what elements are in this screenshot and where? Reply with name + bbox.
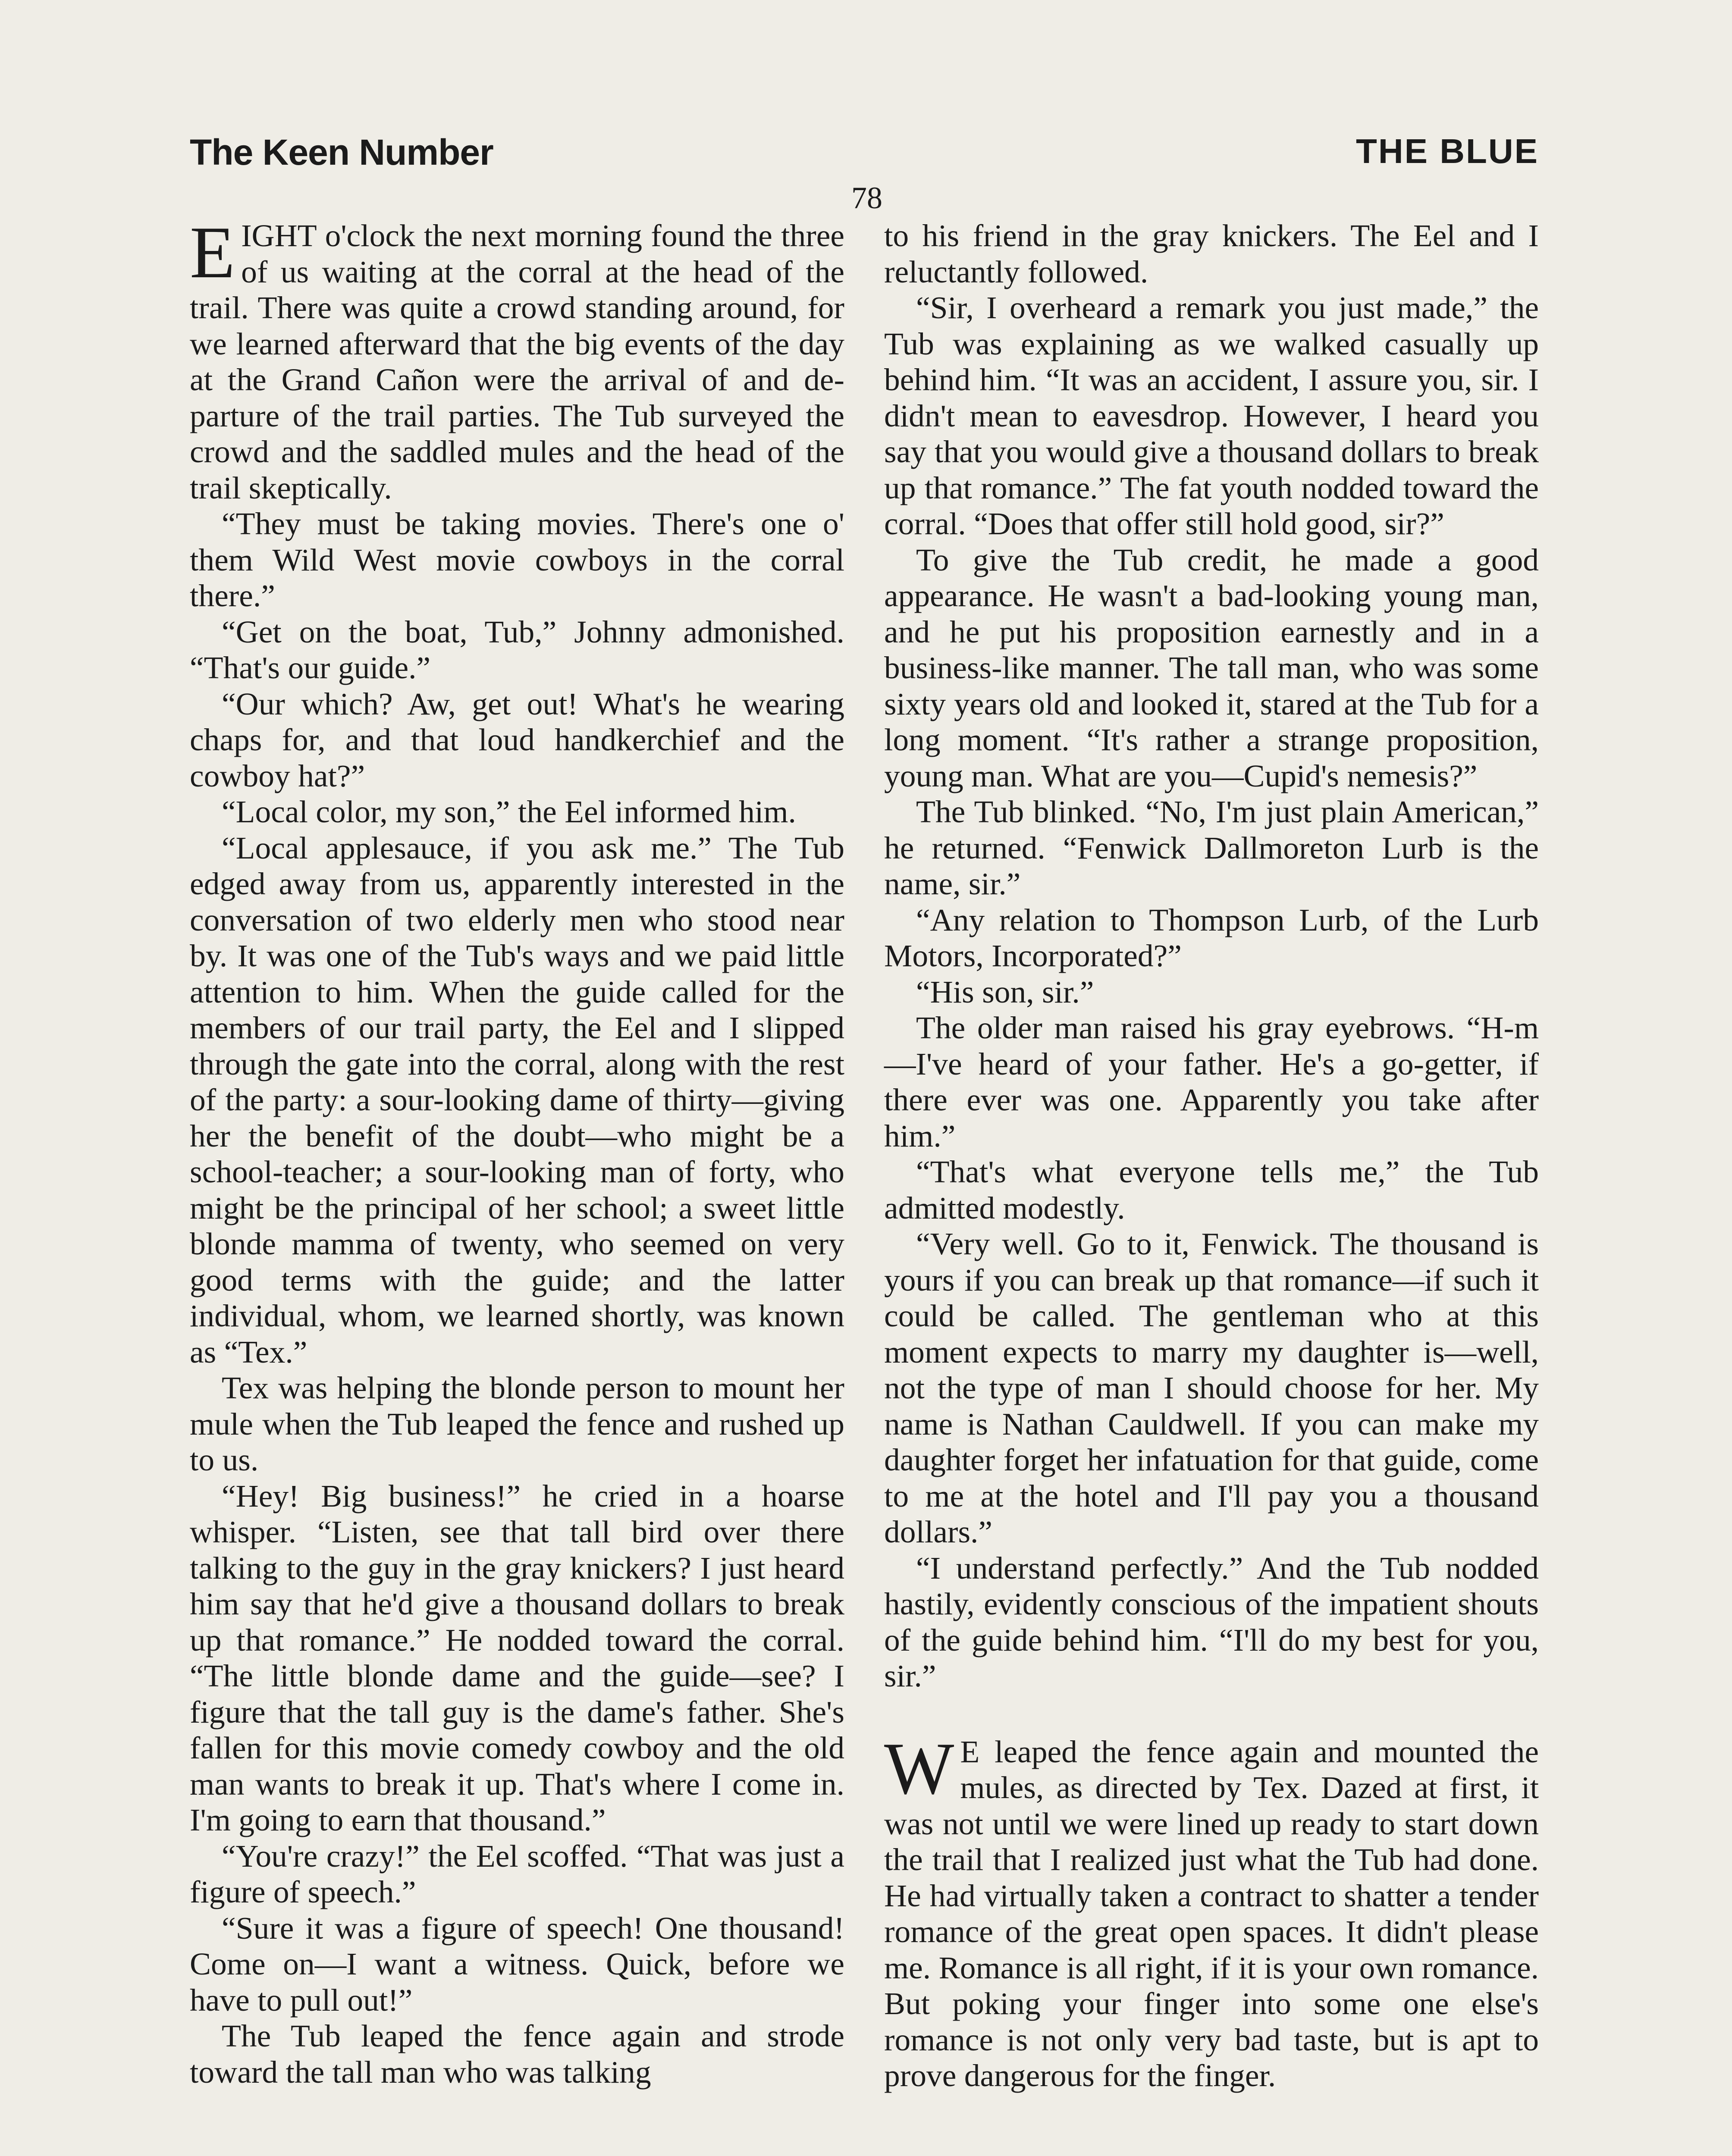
drop-cap: W (884, 1727, 954, 1810)
drop-cap: E (190, 212, 235, 294)
paragraph: “Local applesauce, if you ask me.” The Tub edged away from us, apparently interested in the conversation of two elderly men who stood near by. It was one of the Tub's ways and we paid little attention to him. When the guide called for the members of our trail party, the Eel and I slipped through the gate into the corral, along with the rest of the party: a sour-looking dame of thirty—giving her the benefit of the doubt—who might be a school-teacher; a sour-looking man of forty, who might be the principal of her school; a sweet little blonde mamma of twenty, who seemed on very good terms with the guide; and the latter individual, whom, we learned shortly, was known as “Tex.” (190, 830, 844, 1369)
paragraph: The Tub blinked. “No, I'm just plain American,” he returned. “Fenwick Dallmoreton Lurb is the name, sir.” (884, 794, 1539, 901)
paragraph: “Sure it was a figure of speech! One thousand! Come on—I want a witness. Quick, before we have to pull out!” (190, 1910, 844, 2018)
paragraph: “Get on the boat, Tub,” Johnny admonished. “That's our guide.” (190, 614, 844, 685)
paragraph: to his friend in the gray knickers. The Eel and I reluctantly followed. (884, 218, 1539, 289)
paragraph: “Our which? Aw, get out! What's he wearing chaps for, and that loud handkerchief and the cowboy hat?” (190, 686, 844, 793)
paragraph: The Tub leaped the fence again and strode toward the tall man who was talking (190, 2018, 844, 2090)
paragraph: “That's what everyone tells me,” the Tub admitted modestly. (884, 1154, 1539, 1225)
paragraph: “I understand perfectly.” And the Tub nodded hastily, evidently conscious of the impatient shouts of the guide behind him. “I'll do my best for you, sir.” (884, 1550, 1539, 1693)
magazine-section-title: THE BLUE (1356, 132, 1539, 170)
paragraph: “They must be taking movies. There's one o' them Wild West movie cowboys in the corral there.” (190, 506, 844, 613)
story-title: The Keen Number (190, 132, 493, 172)
paragraph: “Very well. Go to it, Fenwick. The thousand is yours if you can break up that romance—if such it could be called. The gentleman who at this moment expects to marry my daughter is—well, not the type of man I should choose for her. My name is Nathan Cauldwell. If you can make my daughter forget her infatuation for that guide, come to me at the hotel and I'll pay you a thousand dollars.” (884, 1226, 1539, 1549)
paragraph: “His son, sir.” (916, 974, 1094, 1009)
right-column (884, 218, 1539, 2094)
paragraph: EIGHT o'clock the next morning found the three of us waiting at the corral at the head of the trail. There was quite a crowd standing around, for we learned afterward that the big events of the day at the Grand Cañon were the arrival of and departure of the trail parties. The Tub surveyed the crowd and the saddled mules and the head of the trail skeptically. (190, 212, 844, 505)
paragraph: W E leaped the fence again and mounted the mules, as directed by Tex. Dazed at first, it was not until we were lined up ready to start down the trail that I realized just what the Tub had done. He had virtually taken a contract to shatter a tender romance of the great open spaces. It didn't please me. Romance is all right, if it is your own romance. But poking your finger into some one else's romance is not only very bad taste, but is apt to prove dangerous for the finger. (884, 1727, 1539, 2093)
paragraph: “Hey! Big business!” he cried in a hoarse whisper. “Listen, see that tall bird over there talking to the guy in the gray knickers? I just heard him say that he'd give a thousand dollars to break up that romance.” He nodded toward the corral. “The little blonde dame and the guide—see? I figure that the tall guy is the dame's father. She's fallen for this movie comedy cowboy and the old man wants to break it up. That's where I come in. I'm going to earn that thousand.” (190, 1478, 844, 1837)
paragraph: “You're crazy!” the Eel scoffed. “That was just a figure of speech.” (190, 1838, 844, 1909)
paragraph: The older man raised his gray eyebrows. “H-m—I've heard of your father. He's a go-getter, if there ever was one. Apparently you take after him.” (884, 1010, 1539, 1153)
left-column (190, 212, 844, 2090)
paragraph: “Any relation to Thompson Lurb, of the Lurb Motors, Incorporated?” (884, 902, 1539, 973)
page-number: 78 (851, 181, 882, 215)
paragraph: “Sir, I overheard a remark you just made,” the Tub was explaining as we walked casually up behind him. “It was an accident, I assure you, sir. I didn't mean to eavesdrop. However, I heard you say that you would give a thousand dollars to break up that romance.” The fat youth nodded toward the corral. “Does that offer still hold good, sir?” (884, 290, 1539, 541)
paragraph: “Local color, my son,” the Eel informed him. (222, 794, 796, 829)
paragraph: To give the Tub credit, he made a good appearance. He wasn't a bad-looking young man, and he put his proposition earnestly and in a business-like manner. The tall man, who was some sixty years old and looked it, stared at the Tub for a long moment. “It's rather a strange proposition, young man. What are you—Cupid's nemesis?” (884, 542, 1539, 793)
section-break (884, 1694, 1539, 1734)
paragraph: Tex was helping the blonde person to mount her mule when the Tub leaped the fence and rushed up to us. (190, 1370, 844, 1477)
